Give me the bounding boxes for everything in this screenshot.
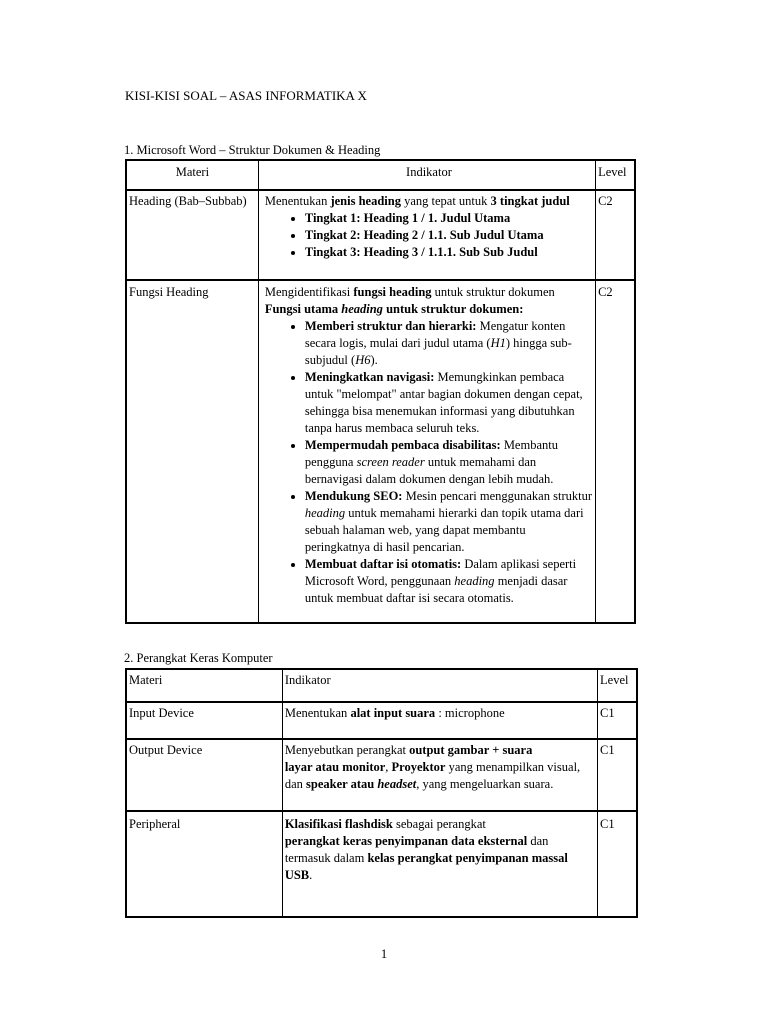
table-row (127, 191, 634, 281)
emphasis-text: Mempermudah pembaca disabilitas: (304, 438, 501, 452)
bullet-item: • Meningkatkan navigasi: Memungkinkan pembaca untuk "melompat" antar bagian dokumen dengan cepat, sehingga bisa menemukan informasi yang dibutuhkan tanpa harus membaca seluruh teks. (305, 369, 593, 437)
bullet-item: • Memberi struktur dan hierarki: Mengatur konten secara logis, mulai dari judul utama (H1) hingga sub-subjudul (H6). (305, 318, 593, 369)
indikator-cell (259, 281, 596, 622)
page-number: 1 (380, 947, 388, 961)
col-header-level: Level (598, 670, 636, 703)
emphasis-text: Tingkat 2: Heading 2 / 1.1. Sub Judul Utama (304, 228, 544, 242)
level-cell: C2 (596, 191, 634, 281)
emphasis-text: speaker atau (306, 777, 378, 791)
emphasis-text: output gambar + suara (409, 743, 533, 757)
emphasis-text: jenis heading (330, 194, 401, 208)
indikator-bullet-list (265, 318, 593, 607)
bullet-item: • Mempermudah pembaca disabilitas: Membantu pengguna screen reader untuk memahami dan bernavigasi dalam dokumen dengan lebih mudah. (305, 437, 593, 488)
col-header-level: Level (596, 161, 634, 191)
kisi-table-perangkat-keras (125, 668, 638, 918)
col-header-materi: Materi (127, 161, 259, 191)
emphasis-text: screen reader (356, 455, 425, 469)
indikator-bullet-list (265, 210, 593, 261)
materi-cell: Fungsi Heading (127, 281, 259, 622)
emphasis-text: Meningkatkan navigasi: (304, 370, 435, 384)
table-row (127, 281, 634, 622)
emphasis-text: heading (454, 574, 495, 588)
section-2-heading: 2. Perangkat Keras Komputer (124, 651, 273, 665)
bullet-item (305, 244, 593, 261)
emphasis-text: untuk struktur dokumen: (382, 302, 524, 316)
bullet-item (305, 227, 593, 244)
emphasis-text: 3 tingkat judul (490, 194, 570, 208)
emphasis-text: kelas perangkat penyimpanan massal USB (284, 851, 568, 882)
emphasis-text: fungsi heading (353, 285, 432, 299)
emphasis-text: Proyektor (391, 760, 446, 774)
table-header-row (127, 161, 634, 191)
table-row (127, 740, 636, 812)
emphasis-text: heading (341, 302, 383, 316)
section-1-heading: 1. Microsoft Word – Struktur Dokumen & Heading (124, 143, 381, 157)
bullet-item (305, 210, 593, 227)
table-row (127, 703, 636, 740)
emphasis-text: perangkat keras penyimpanan data eksternal (284, 834, 528, 848)
indikator-subtitle (265, 301, 593, 318)
emphasis-text: Fungsi utama (264, 302, 342, 316)
bullet-item: • Membuat daftar isi otomatis: Dalam aplikasi seperti Microsoft Word, penggunaan heading menjadi dasar untuk membuat daftar isi secara otomatis. (305, 556, 593, 607)
materi-cell: Output Device (127, 740, 283, 812)
table-row (127, 812, 636, 916)
emphasis-text: Klasifikasi flashdisk (284, 817, 393, 831)
materi-cell: Peripheral (127, 812, 283, 916)
emphasis-text: Tingkat 3: Heading 3 / 1.1.1. Sub Sub Judul (304, 245, 538, 259)
col-header-indikator: Indikator (283, 670, 598, 703)
level-cell: C1 (598, 703, 636, 740)
materi-cell: Heading (Bab–Subbab) (127, 191, 259, 281)
indikator-cell: Menentukan alat input suara : microphone (283, 703, 598, 740)
indikator-cell (259, 191, 596, 281)
level-cell: C1 (598, 740, 636, 812)
emphasis-text: H1 (490, 336, 506, 350)
table-header-row (127, 670, 636, 703)
emphasis-text: Membuat daftar isi otomatis: (304, 557, 462, 571)
emphasis-text: alat input suara (350, 706, 436, 720)
emphasis-text: layar atau monitor (284, 760, 386, 774)
indikator-intro: Mengidentifikasi fungsi heading untuk struktur dokumen (264, 285, 555, 299)
indikator-cell: Klasifikasi flashdisk sebagai perangkat perangkat keras penyimpanan data eksternal dan termasuk dalam kelas perangkat penyimpanan massal USB. (283, 812, 598, 916)
bullet-item: • Mendukung SEO: Mesin pencari menggunakan struktur heading untuk memahami hierarki dan topik utama dari sebuah halaman web, yang dapat membantu peringkatnya di hasil pencarian. (305, 488, 593, 556)
level-cell: C1 (600, 817, 615, 831)
col-header-indikator: Indikator (259, 161, 596, 191)
indikator-cell: Menyebutkan perangkat output gambar + suara layar atau monitor, Proyektor yang menampilkan visual, dan speaker atau headset, yang mengeluarkan suara. (283, 740, 598, 812)
materi-cell: Input Device (127, 703, 283, 740)
col-header-materi: Materi (127, 670, 283, 703)
kisi-table-microsoft-word (125, 159, 636, 624)
level-cell: C2 (598, 285, 613, 299)
emphasis-text: heading (304, 506, 346, 520)
emphasis-text: Memberi struktur dan hierarki: (304, 319, 477, 333)
emphasis-text: Tingkat 1: Heading 1 / 1. Judul Utama (304, 211, 511, 225)
indikator-intro: Menentukan jenis heading yang tepat untuk 3 tingkat judul (264, 194, 570, 208)
emphasis-text: H6 (355, 353, 371, 367)
emphasis-text: headset (377, 777, 417, 791)
emphasis-text: Mendukung SEO: (304, 489, 403, 503)
document-title: KISI-KISI SOAL – ASAS INFORMATIKA X (125, 88, 367, 103)
